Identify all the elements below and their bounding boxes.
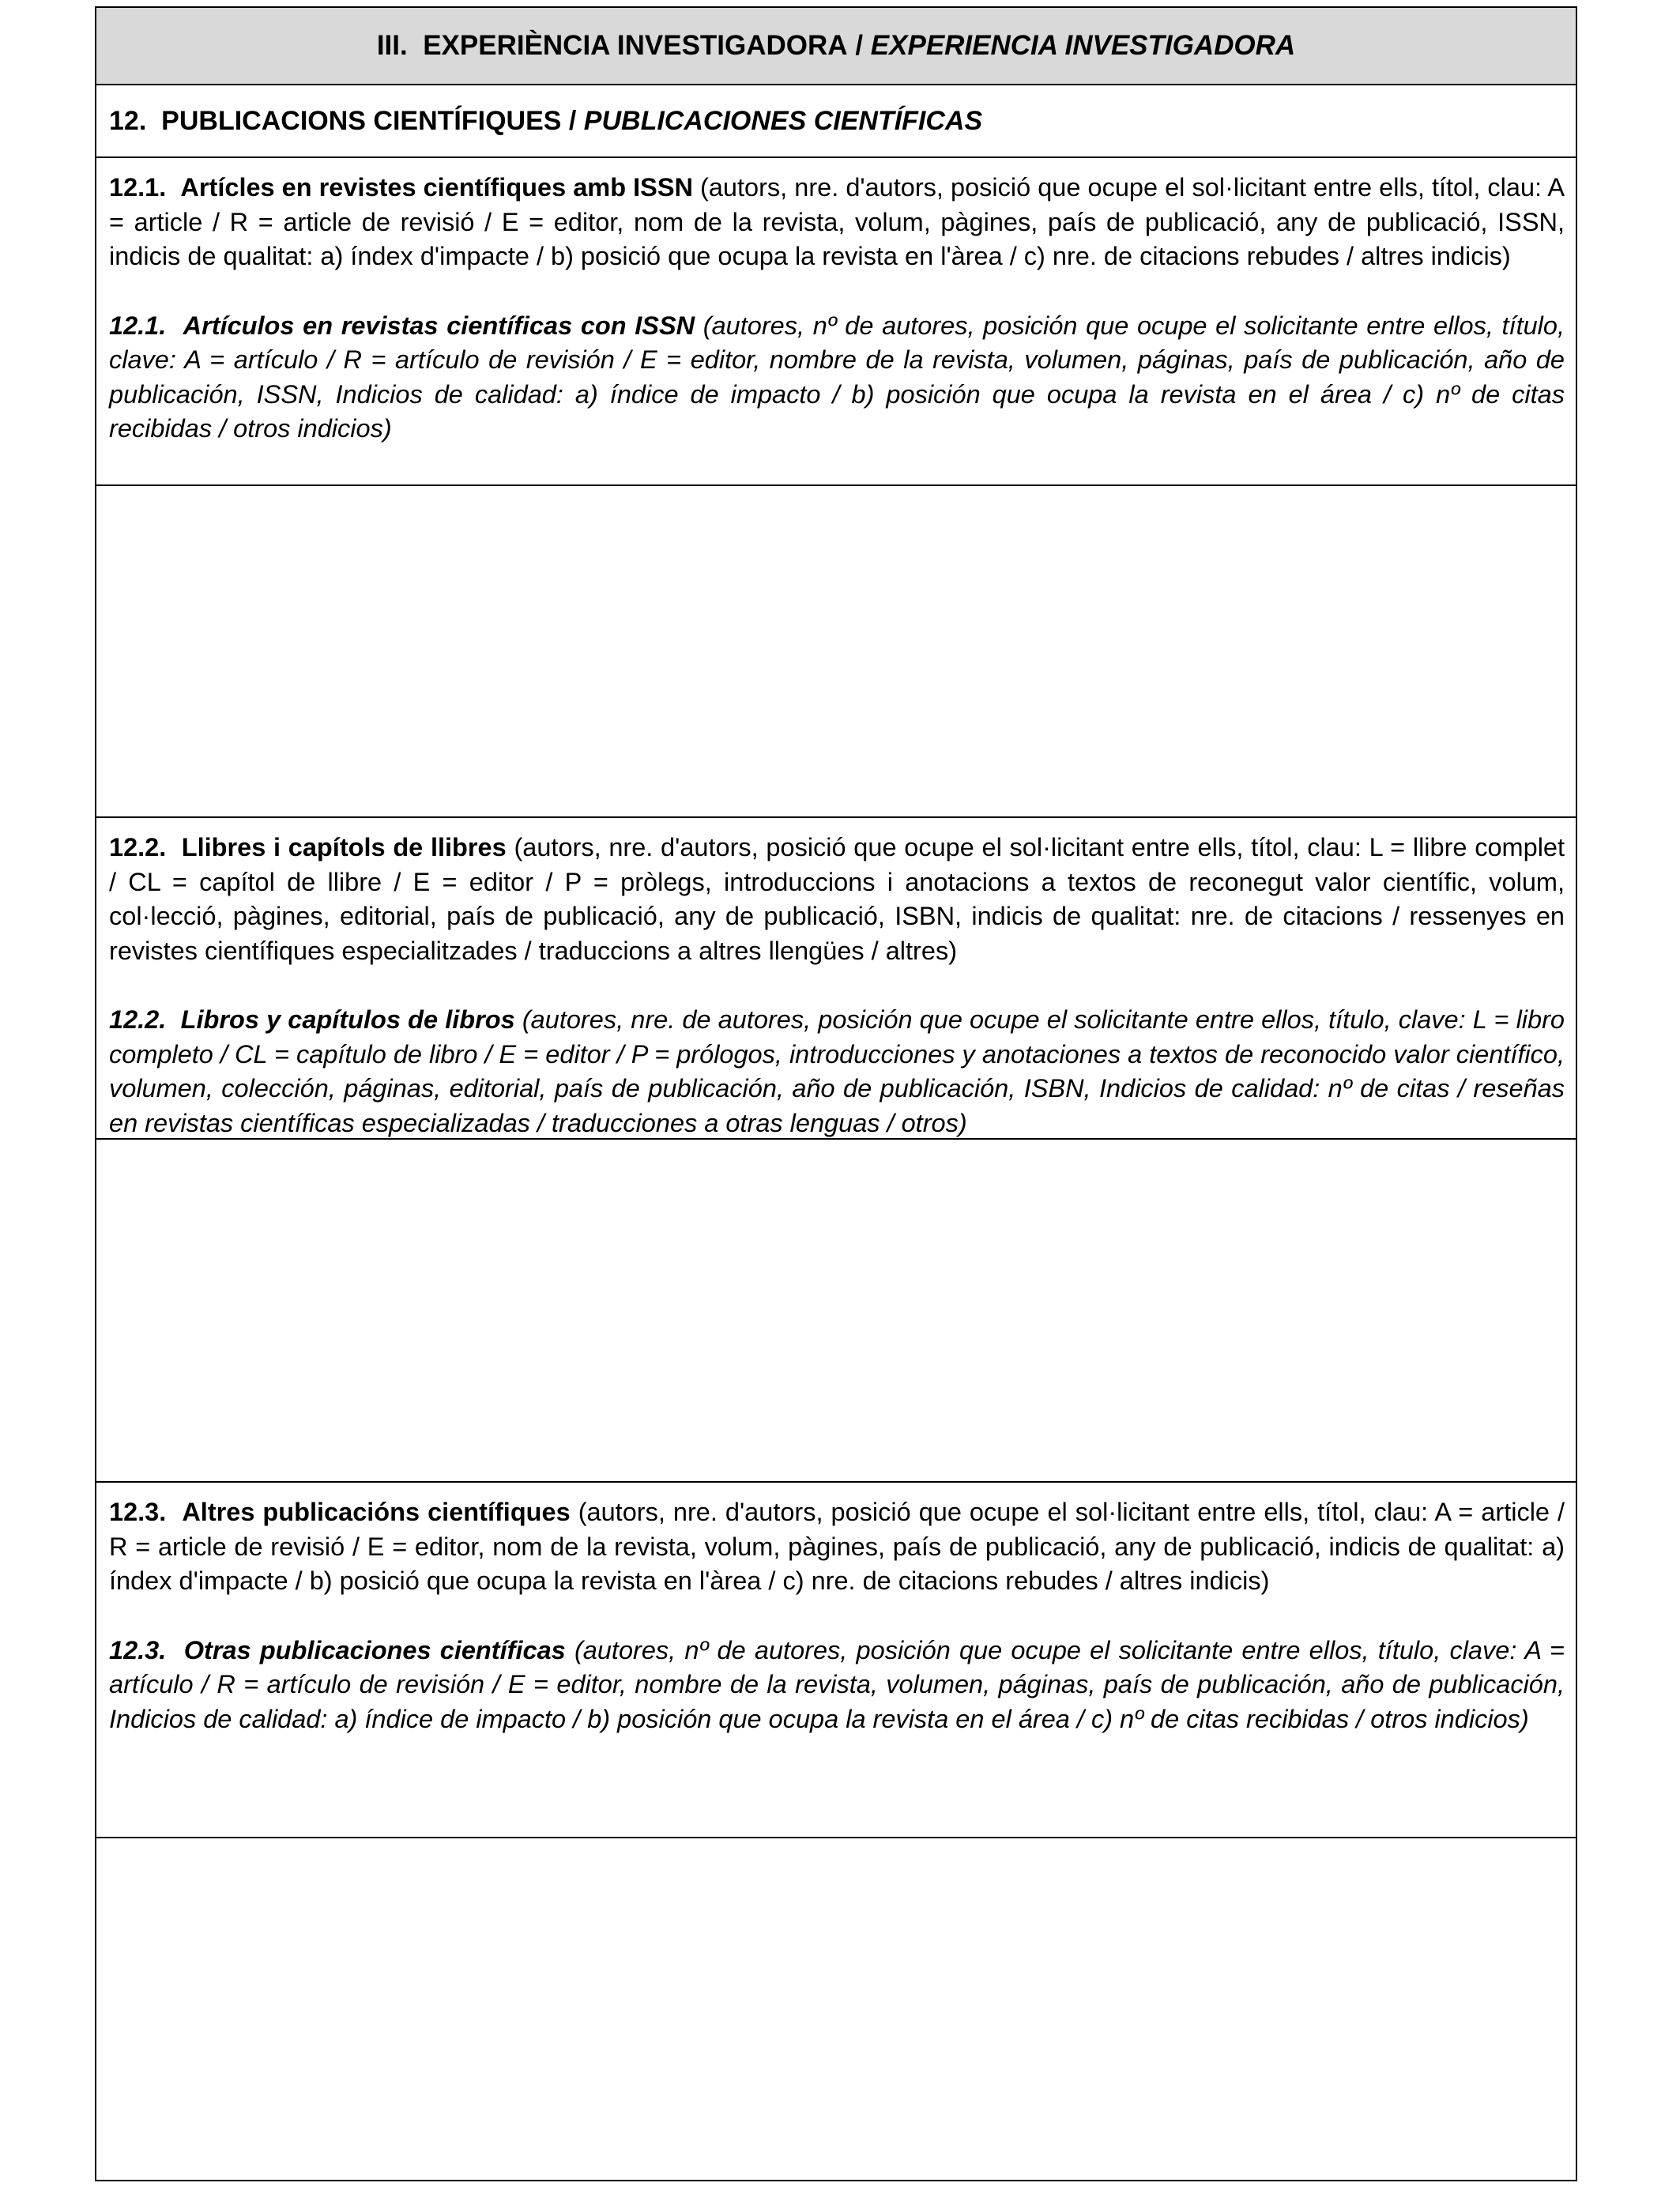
section-title-separator: / <box>855 30 864 61</box>
item-heading: Otras publicaciones científicas <box>183 1635 566 1664</box>
item-heading: Altres publicacións científiques <box>182 1498 571 1526</box>
subsection-title-es: PUBLICACIONES CIENTÍFICAS <box>583 105 983 136</box>
subsection-title-ca: PUBLICACIONS CIENTÍFIQUES <box>161 105 562 136</box>
item-number: 12.2. <box>109 833 167 861</box>
publications-form <box>95 6 1577 2181</box>
item-number: 12.3. <box>109 1635 167 1664</box>
item-12-1-entry-area[interactable] <box>96 486 1576 818</box>
subsection-title-separator: / <box>568 105 577 136</box>
section-header <box>96 8 1576 85</box>
item-12-2-text-ca <box>109 831 1565 968</box>
item-heading: Artícles en revistes científiques amb ISSN <box>180 173 693 202</box>
section-title-es: EXPERIENCIA INVESTIGADORA <box>870 30 1296 61</box>
item-number: 12.2. <box>109 1005 167 1034</box>
item-details: (autores, nre. de autores, posición que ocupe el solicitante entre ellos, título, clave: L = libro completo / CL = capítulo de libro / E = editor / P = prólogos, introducciones y anotaciones a textos de reconocido valor científico, volumen, colección, páginas, editorial, país de publicación, año de publicación, ISBN, Indicios de calidad: nº de citas / reseñas en revistas científicas especializadas / traducciones a otras lenguas / otros) <box>109 1005 1565 1137</box>
item-12-1-description <box>96 158 1576 486</box>
item-details: (autores, nº de autores, posición que ocupe el solicitante entre ellos, título, clave: A = artículo / R = artículo de revisión / E = editor, nombre de la revista, volumen, páginas, país de publicación, año de publicación, Indicios de calidad: a) índice de impacto / b) posición que ocupa la revista en el área / c) nº de citas recibidas / otros indicios) <box>109 1635 1565 1733</box>
section-title-ca: EXPERIÈNCIA INVESTIGADORA <box>423 30 848 61</box>
item-12-1-text-es <box>109 309 1565 447</box>
subsection-number: 12. <box>109 105 147 136</box>
item-number: 12.3. <box>109 1498 167 1526</box>
section-number: III. <box>376 30 408 61</box>
item-details: (autors, nre. d'autors, posició que ocupe el sol·licitant entre ells, títol, clau: A = article / R = article de revisió / E = editor, nom de la revista, volum, pàgines, país de publicació, any de publicació, ISSN, indicis de qualitat: a) índex d'impacte / b) posició que ocupa la revista en l'àrea / c) nre. de citacions rebudes / altres indicis) <box>109 173 1565 270</box>
item-details: (autors, nre. d'autors, posició que ocupe el sol·licitant entre ells, títol, clau: L = llibre complet / CL = capítol de llibre / E = editor / P = pròlegs, introduccions i anotacions a textos de reconegut valor científic, volum, col·lecció, pàgines, editorial, país de publicació, any de publicació, ISBN, indicis de qualitat: nre. de citacions / ressenyes en revistes científiques especialitzades / traduccions a altres llengües / altres) <box>109 833 1565 965</box>
item-12-3-text-es <box>109 1634 1565 1737</box>
item-heading: Artículos en revistas científicas con ISSN <box>183 311 695 340</box>
item-12-2-entry-area[interactable] <box>96 1140 1576 1483</box>
item-12-3-description <box>96 1483 1576 1838</box>
item-12-2-text-es <box>109 1003 1565 1140</box>
item-heading: Llibres i capítols de llibres <box>181 833 507 861</box>
item-12-3-text-ca <box>109 1495 1565 1599</box>
item-12-3-entry-area[interactable] <box>96 1838 1576 2180</box>
item-heading: Libros y capítulos de libros <box>180 1005 515 1034</box>
item-details: (autors, nre. d'autors, posició que ocupe el sol·licitant entre ells, títol, clau: A = article / R = article de revisió / E = editor, nom de la revista, volum, pàgines, país de publicació, any de publicació, indicis de qualitat: a) índex d'impacte / b) posició que ocupa la revista en l'àrea / c) nre. de citacions rebudes / altres indicis) <box>109 1498 1565 1595</box>
item-details: (autores, nº de autores, posición que ocupe el solicitante entre ellos, título, clave: A = artículo / R = artículo de revisión / E = editor, nombre de la revista, volumen, páginas, país de publicación, año de publicación, ISSN, Indicios de calidad: a) índice de impacto / b) posición que ocupa la revista en el área / c) nº de citas recibidas / otros indicios) <box>109 311 1565 443</box>
item-number: 12.1. <box>109 173 167 202</box>
item-12-2-description <box>96 818 1576 1140</box>
item-12-1-text-ca <box>109 171 1565 274</box>
subsection-header <box>96 85 1576 158</box>
item-number: 12.1. <box>109 311 167 340</box>
